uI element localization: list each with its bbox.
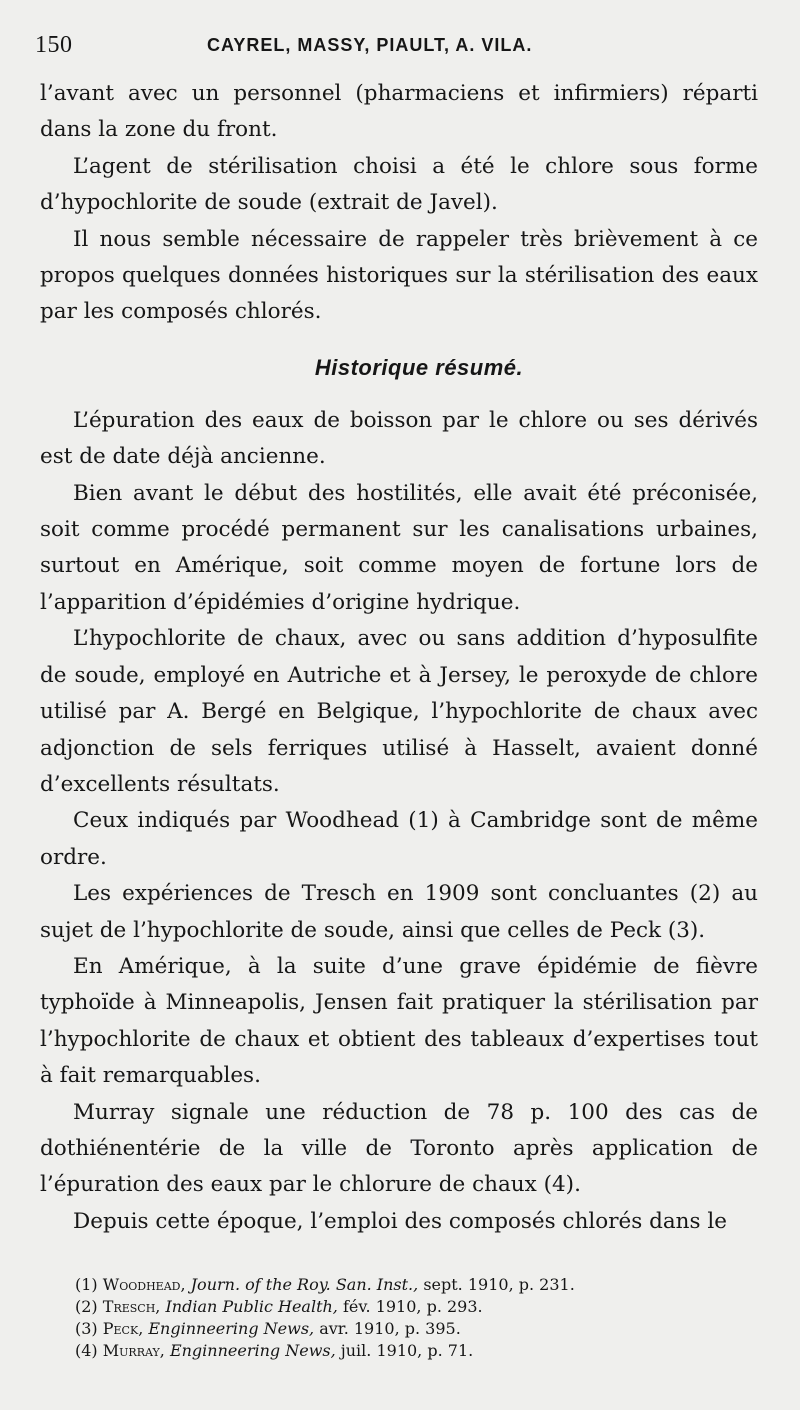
paragraph: L’agent de stérilisation choisi a été le chlore sous forme d’hypochlorite de soude (extrait de Javel).: [40, 153, 758, 216]
paragraph: En Amérique, à la suite d’une grave épidémie de fièvre typhoïde à Minneapolis, Jensen fait pratiquer la stérilisation par l’hypochlorite de chaux et obtient des tableaux d’expertises tout à fait remarquables.: [40, 953, 758, 1089]
footnote-journal: Enginneering News,: [169, 1341, 336, 1360]
footnote-journal: Journ. of the Roy. San. Inst.,: [190, 1275, 419, 1294]
footnote: [75, 1340, 765, 1362]
paragraph: Murray signale une réduction de 78 p. 100 des cas de dothiénentérie de la ville de Toronto après application de l’épuration des eaux par le chlorure de chaux (4).: [40, 1099, 758, 1198]
paragraph: Ceux indiqués par Woodhead (1) à Cambridge sont de même ordre.: [40, 808, 758, 870]
footnote-author: Murray,: [102, 1341, 165, 1360]
body-text: [40, 76, 758, 1240]
footnote: [75, 1318, 765, 1340]
footnote-author: Woodhead,: [102, 1275, 186, 1294]
section-title: Historique résumé.: [314, 354, 524, 380]
paragraph: Il nous semble nécessaire de rappeler très brièvement à ce propos quelques données historiques sur la stérilisation des eaux par les composés chlorés.: [40, 226, 758, 325]
footnote-details: fév. 1910, p. 293.: [342, 1297, 483, 1316]
footnote: [75, 1296, 765, 1318]
paragraph: L’épuration des eaux de boisson par le chlore ou ses dérivés est de date déjà ancienne.: [40, 407, 758, 470]
footnote-journal: Enginneering News,: [148, 1319, 315, 1338]
paragraph: l’avant avec un personnel (pharmaciens et infirmiers) réparti dans la zone du front.: [40, 81, 758, 143]
page-number: 150: [35, 32, 73, 58]
footnote-author: Tresch,: [102, 1297, 161, 1316]
footnotes: [75, 1274, 765, 1362]
paragraph: L’hypochlorite de chaux, avec ou sans addition d’hyposulfite de soude, employé en Autriche et à Jersey, le peroxyde de chlore utilisé par A. Bergé en Belgique, l’hypochlorite de chaux avec adjonction de sels ferriques utilisé à Hasselt, avaient donné d’excellents résultats.: [40, 626, 758, 797]
paragraph: Les expériences de Tresch en 1909 sont concluantes (2) au sujet de l’hypochlorite de soude, ainsi que celles de Peck (3).: [40, 881, 758, 943]
footnote-number: (3): [75, 1319, 98, 1338]
paragraph: Bien avant le début des hostilités, elle avait été préconisée, soit comme procédé permanent sur les canalisations urbaines, surtout en Amérique, soit comme moyen de fortune lors de l’apparition d’épidémies d’origine hydrique.: [40, 480, 758, 615]
footnote-number: (4): [75, 1341, 98, 1360]
footnote-author: Peck,: [102, 1319, 144, 1338]
footnote: [75, 1274, 765, 1296]
running-head: CAYREL, MASSY, PIAULT, A. VILA.: [207, 35, 533, 55]
footnote-number: (1): [75, 1275, 98, 1294]
footnote-details: juil. 1910, p. 71.: [340, 1341, 474, 1360]
paragraph: Depuis cette époque, l’emploi des composés chlorés dans le: [73, 1208, 727, 1234]
footnote-details: avr. 1910, p. 395.: [319, 1319, 461, 1338]
page-header: [35, 32, 755, 62]
footnote-journal: Indian Public Health,: [165, 1297, 338, 1316]
footnote-details: sept. 1910, p. 231.: [423, 1275, 575, 1294]
footnote-number: (2): [75, 1297, 98, 1316]
